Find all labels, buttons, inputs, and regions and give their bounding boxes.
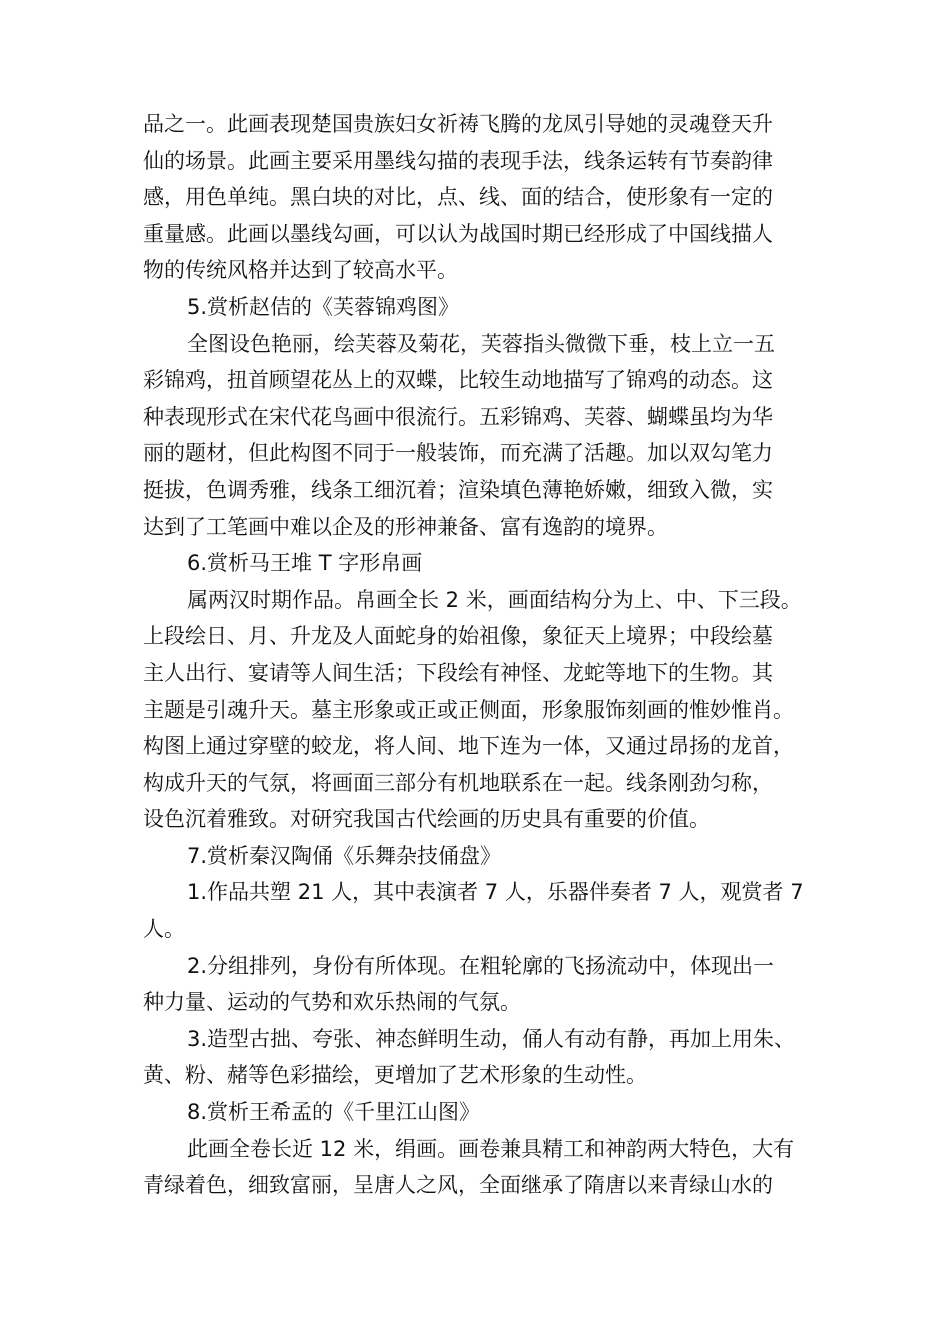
text-line: 构成升天的气氛，将画面三部分有机地联系在一起。线条刚劲匀称， xyxy=(143,770,773,795)
text-line: 主人出行、宴请等人间生活；下段绘有神怪、龙蛇等地下的生物。其 xyxy=(143,660,773,685)
text-line: 黄、粉、赭等色彩描绘，更增加了艺术形象的生动性。 xyxy=(143,1063,647,1088)
text-line: 主题是引魂升天。墓主形象或正或正侧面，形象服饰刻画的惟妙惟肖。 xyxy=(143,697,794,722)
text-line: 品之一。此画表现楚国贵族妇女祈祷飞腾的龙凤引导她的灵魂登天升 xyxy=(143,112,773,136)
text-line: 人。 xyxy=(143,917,185,942)
text-line: 8.赏析王希孟的《千里江山图》 xyxy=(187,1100,481,1125)
text-line: 达到了工笔画中难以企及的形神兼备、富有逸韵的境界。 xyxy=(143,514,668,539)
text-line: 丽的题材，但此构图不同于一般装饰，而充满了活趣。加以双勾笔力 xyxy=(143,441,773,466)
text-line: 属两汉时期作品。帛画全长 2 米，画面结构分为上、中、下三段。 xyxy=(187,587,802,612)
text-line: 1.作品共塑 21 人，其中表演者 7 人，乐器伴奏者 7 人，观赏者 7 xyxy=(187,880,804,905)
text-line: 上段绘日、月、升龙及人面蛇身的始祖像，象征天上境界；中段绘墓 xyxy=(143,624,773,649)
text-line: 7.赏析秦汉陶俑《乐舞杂技俑盘》 xyxy=(187,843,502,868)
text-line: 此画全卷长近 12 米，绢画。画卷兼具精工和神韵两大特色，大有 xyxy=(187,1136,795,1161)
text-line: 全图设色艳丽，绘芙蓉及菊花，芙蓉指头微微下垂，枝上立一五 xyxy=(187,331,775,356)
text-line: 青绿着色，细致富丽，呈唐人之风，全面继承了隋唐以来青绿山水的 xyxy=(143,1173,773,1198)
text-line: 重量感。此画以墨线勾画，可以认为战国时期已经形成了中国线描人 xyxy=(143,221,773,246)
text-line: 构图上通过穿壁的蛟龙，将人间、地下连为一体，又通过昂扬的龙首， xyxy=(143,734,794,759)
text-line: 种力量、运动的气势和欢乐热闹的气氛。 xyxy=(143,990,521,1015)
text-line: 感，用色单纯。黑白块的对比，点、线、面的结合，使形象有一定的 xyxy=(143,185,773,210)
text-line: 彩锦鸡，扭首顾望花丛上的双蝶，比较生动地描写了锦鸡的动态。这 xyxy=(143,368,773,393)
text-line: 5.赏析赵佶的《芙蓉锦鸡图》 xyxy=(187,294,460,319)
text-line: 仙的场景。此画主要采用墨线勾描的表现手法，线条运转有节奏韵律 xyxy=(143,148,773,173)
text-line: 2.分组排列，身份有所体现。在粗轮廓的飞扬流动中，体现出一 xyxy=(187,953,775,978)
document-body xyxy=(143,106,843,1204)
text-line: 物的传统风格并达到了较高水平。 xyxy=(143,258,458,283)
text-line: 挺拔，色调秀雅，线条工细沉着；渲染填色薄艳娇嫩，细致入微，实 xyxy=(143,477,773,502)
text-line: 设色沉着雅致。对研究我国古代绘画的历史具有重要的价值。 xyxy=(143,807,710,832)
text-line: 种表现形式在宋代花鸟画中很流行。五彩锦鸡、芙蓉、蝴蝶虽均为华 xyxy=(143,404,773,429)
text-line: 3.造型古拙、夸张、神态鲜明生动，俑人有动有静，再加上用朱、 xyxy=(187,1026,796,1051)
text-line: 6.赏析马王堆 T 字形帛画 xyxy=(187,551,423,576)
